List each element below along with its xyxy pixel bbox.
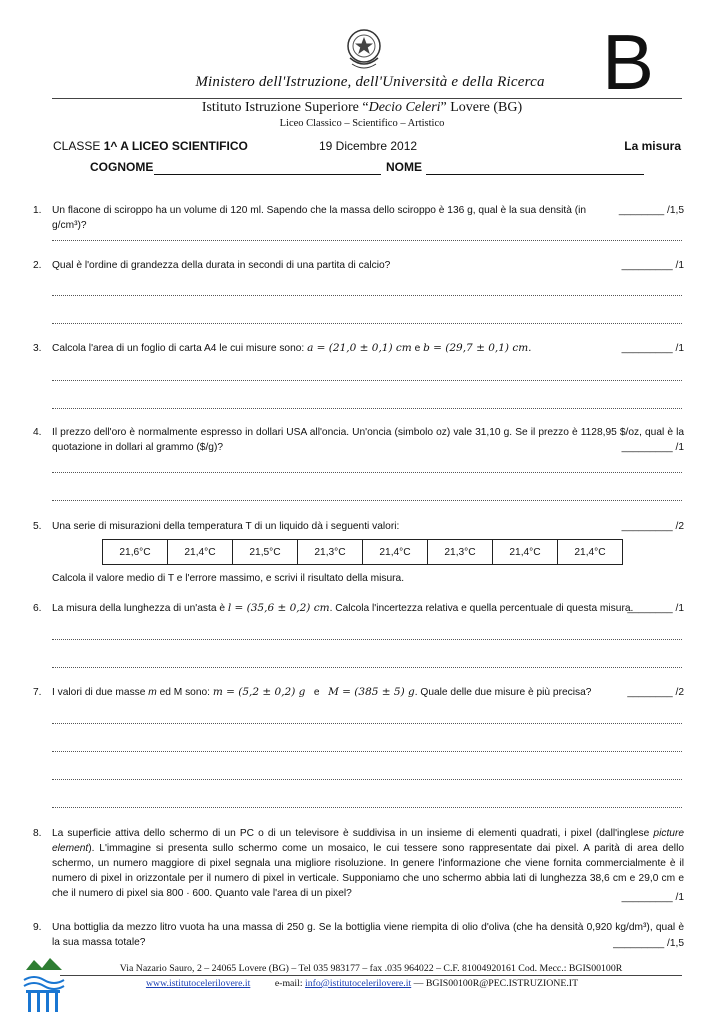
math-a: a = (21,0 ± 0,1) cm [307, 342, 412, 354]
question-score: ________ /1,5 [618, 205, 684, 216]
table-cell: 21,4°C [558, 540, 623, 565]
answer-line[interactable] [52, 472, 682, 473]
school-types: Liceo Classico – Scientifico – Artistico [279, 118, 445, 129]
question-1 [33, 203, 684, 231]
question-5 [33, 519, 684, 535]
surname-field[interactable] [154, 174, 381, 175]
table-cell: 21,3°C [298, 540, 363, 565]
name-label: NOME [386, 160, 422, 174]
question-score: ________ /2 [627, 687, 684, 698]
question-text-part: Calcola l'area di un foglio di carta A4 le cui misure sono: [52, 343, 308, 354]
mass-m-label: m [148, 687, 157, 698]
answer-line[interactable] [52, 779, 682, 780]
table-row [103, 540, 623, 565]
email-link[interactable]: info@istitutocelerilovere.it [305, 978, 412, 989]
answer-line[interactable] [52, 807, 682, 808]
question-number: 2. [33, 260, 42, 271]
question-text-part: La misura della lunghezza di un'asta è [52, 603, 228, 614]
question-number: 3. [33, 343, 42, 354]
question-text [52, 685, 614, 700]
exam-topic: La misura [624, 139, 681, 153]
table-cell: 21,5°C [233, 540, 298, 565]
question-text-part: e [313, 687, 320, 698]
question-score: _________ /1 [621, 892, 684, 903]
table-cell: 21,4°C [168, 540, 233, 565]
institute-name: Decio Celeri [368, 100, 441, 115]
footer-contacts [0, 978, 724, 989]
name-field[interactable] [426, 174, 644, 175]
question-text [52, 601, 634, 616]
class-label: CLASSE [53, 139, 104, 153]
institute-line [0, 100, 724, 116]
republic-emblem [344, 26, 384, 72]
question-text-part: I valori di due masse [52, 687, 149, 698]
math-M: M = (385 ± 5) g [328, 686, 415, 698]
question-text-part: ). L'immagine si presenta sullo schermo come un mosaico, le cui tessere sono rappresentate dai pixel. A parità di area dello schermo, un numero maggiore di pixel segnala una migliore risoluzione. In genere l'informazione che viene fornita commercialmente è il numero di pixel in orizzontale per il numero di pixel in verticale. Supponiamo che uno schermo abbia lati di lunghezza 38,6 cm e 29,0 cm e che il numero di pixel sia 800 · 600. Quanto vale l'area di un pixel? [52, 843, 684, 899]
question-text: Una serie di misurazioni della temperatura T di un liquido dà i seguenti valori: [52, 521, 400, 532]
answer-line[interactable] [52, 500, 682, 501]
question-number: 7. [33, 687, 42, 698]
answer-line[interactable] [52, 639, 682, 640]
footer-rule [60, 975, 682, 976]
surname-label: COGNOME [90, 160, 154, 174]
question-text-part: . Calcola l'incertezza relativa e quella percentuale di questa misura. [329, 603, 634, 614]
question-text: Il prezzo dell'oro è normalmente espresso in dollari USA all'oncia. Un'oncia (simbolo oz) vale 31,10 g. Se il prezzo è 1128,95 $/oz, qual è la quotazione in dollari al grammo ($/g)? [52, 427, 684, 453]
question-score: _________ /1,5 [613, 938, 684, 949]
question-9 [33, 920, 684, 952]
question-3 [33, 341, 684, 357]
version-letter: B [602, 18, 655, 106]
question-7 [33, 685, 684, 701]
question-text [52, 826, 684, 901]
answer-line[interactable] [52, 408, 682, 409]
question-text-italic: picture element [52, 828, 684, 854]
answer-line[interactable] [52, 667, 682, 668]
question-text-part: e [411, 343, 424, 354]
question-5-followup: Calcola il valore medio di T e l'errore massimo, e scrivi il risultato della misura. [52, 573, 405, 584]
pec-address: — BGIS00100R@PEC.ISTRUZIONE.IT [411, 978, 579, 989]
question-score: _________ /2 [621, 521, 684, 532]
question-score: ________ /1 [627, 603, 684, 614]
institute-suffix: ” Lovere (BG) [440, 100, 523, 115]
question-number: 8. [33, 828, 42, 839]
question-score: _________ /1 [621, 442, 684, 453]
email-label: e-mail: [274, 978, 306, 989]
question-text [52, 341, 614, 356]
question-number: 1. [33, 205, 42, 216]
question-score: _________ /1 [621, 343, 684, 354]
math-b: b = (29,7 ± 0,1) cm. [423, 342, 532, 354]
question-2 [33, 258, 684, 274]
table-cell: 21,3°C [428, 540, 493, 565]
answer-line[interactable] [52, 240, 682, 241]
question-6 [33, 601, 684, 617]
class-value: 1^ A LICEO SCIENTIFICO [103, 139, 248, 153]
ministry-title: Ministero dell'Istruzione, dell'Università e della Ricerca [195, 74, 545, 90]
temperature-table [102, 539, 623, 565]
answer-line[interactable] [52, 295, 682, 296]
question-text-part: . Quale delle due misure è più precisa? [414, 687, 592, 698]
institute-prefix: Istituto Istruzione Superiore “ [201, 100, 369, 115]
exam-date: 19 Dicembre 2012 [319, 139, 418, 153]
question-number: 6. [33, 603, 42, 614]
math-l: l = (35,6 ± 0,2) cm [227, 602, 330, 614]
table-cell: 21,4°C [363, 540, 428, 565]
math-m: m = (5,2 ± 0,2) g [212, 686, 306, 698]
header-rule [52, 98, 682, 99]
table-cell: 21,4°C [493, 540, 558, 565]
class-line [53, 139, 248, 153]
answer-line[interactable] [52, 380, 682, 381]
answer-line[interactable] [52, 751, 682, 752]
table-cell: 21,6°C [103, 540, 168, 565]
question-4 [33, 425, 684, 457]
footer-address: Via Nazario Sauro, 2 – 24065 Lovere (BG) – Tel 035 983177 – fax .035 964022 – C.F. 81004920161 Cod. Mecc.: BGIS00100R [119, 963, 623, 974]
website-link[interactable]: www.istitutocelerilovere.it [145, 978, 251, 989]
question-8 [33, 826, 684, 906]
question-text-part: La superficie attiva dello schermo di un PC o di un televisore è suddivisa in un insieme di elementi quadrati, i pixel (dall'inglese [52, 828, 654, 839]
answer-line[interactable] [52, 723, 682, 724]
question-number: 9. [33, 922, 42, 933]
question-text-part: ed M sono: [156, 687, 213, 698]
question-number: 5. [33, 521, 42, 532]
answer-line[interactable] [52, 323, 682, 324]
question-text: Qual è l'ordine di grandezza della durata in secondi di una partita di calcio? [52, 260, 391, 271]
question-number: 4. [33, 427, 42, 438]
question-text: Un flacone di sciroppo ha un volume di 120 ml. Sapendo che la massa dello sciroppo è 136 g, qual è la sua densità (in g/cm³)? [52, 205, 587, 231]
question-text: Una bottiglia da mezzo litro vuota ha una massa di 250 g. Se la bottiglia viene riempita di olio d'oliva (che ha densità 0,920 kg/dm³), qual è la sua massa totale? [52, 922, 684, 948]
question-score: _________ /1 [621, 260, 684, 271]
